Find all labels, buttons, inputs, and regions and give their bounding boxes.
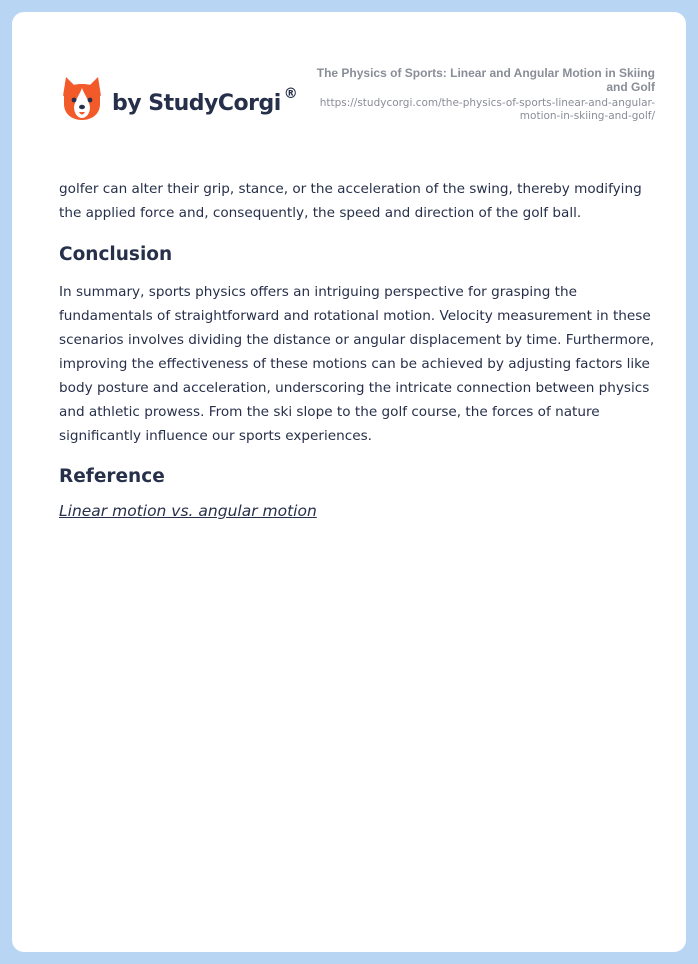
registered-mark: ® bbox=[283, 86, 298, 102]
brand-name: by StudyCorgi ® bbox=[112, 86, 298, 116]
conclusion-heading: Conclusion bbox=[59, 244, 173, 265]
intro-paragraph: golfer can alter their grip, stance, or the acceleration of the swing, thereby modifying the applied force and, consequently, the speed and direction of the golf ball. bbox=[59, 181, 642, 221]
document-url: https://studycorgi.com/the-physics-of-sports-linear-and-angular-motion-in-skiing-and-golf/ bbox=[319, 97, 655, 122]
conclusion-paragraph: In summary, sports physics offers an intriguing perspective for grasping the fundamentals of straightforward and rotational motion. Velocity measurement in these scenarios involves dividing the distance or angular displacement by time. Furthermore, improving the effectiveness of these motions can be achieved by adjusting factors like body posture and acceleration, underscoring the intricate connection between physics and athletic prowess. From the ski slope to the golf course, the forces of nature significantly influence our sports experiences. bbox=[59, 284, 655, 444]
reference-heading: Reference bbox=[59, 466, 165, 487]
document-title: The Physics of Sports: Linear and Angular Motion in Skiing and Golf bbox=[316, 66, 655, 94]
corgi-logo-icon bbox=[60, 76, 104, 122]
document-header-info bbox=[295, 66, 655, 123]
document-body bbox=[59, 177, 659, 523]
reference-link[interactable]: Linear motion vs. angular motion bbox=[59, 502, 317, 520]
document-page bbox=[12, 12, 686, 952]
studycorgi-logo[interactable] bbox=[60, 76, 297, 122]
